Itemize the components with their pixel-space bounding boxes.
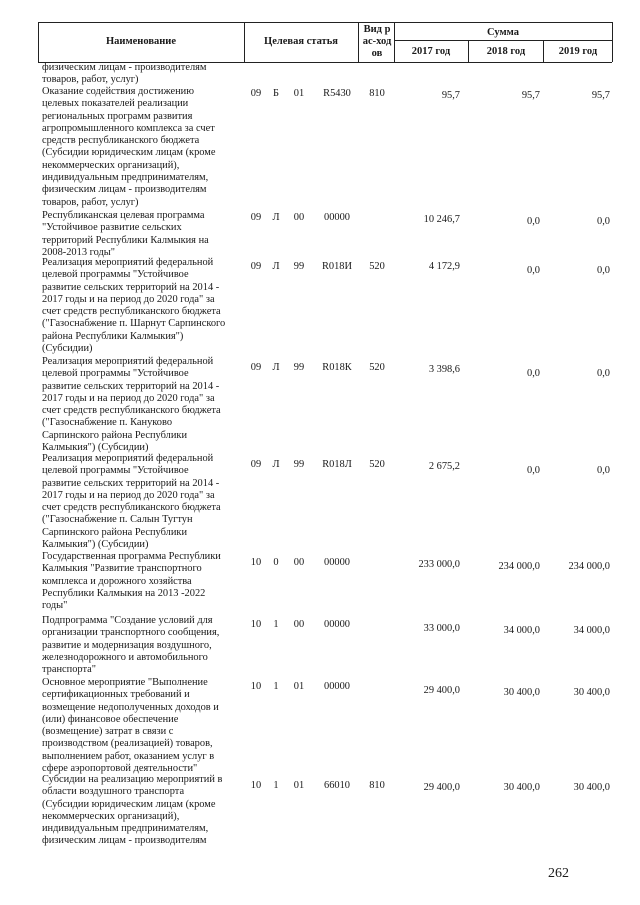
- row-program: 10: [250, 619, 262, 630]
- header-divider-2018: [543, 40, 544, 62]
- page-number: 262: [548, 866, 569, 881]
- header-year-2018: 2018 год: [486, 46, 526, 57]
- row-sum-2018: 95,7: [521, 90, 540, 101]
- row-activity: 99: [293, 459, 305, 470]
- row-subprogram: Л: [272, 362, 280, 373]
- header-name: Наименование: [106, 36, 176, 47]
- row-activity: 01: [293, 780, 305, 791]
- row-subprogram: 1: [273, 619, 279, 630]
- row-program: 10: [250, 557, 262, 568]
- row-subprogram: Л: [272, 459, 280, 470]
- header-expense-type: Вид рас-ходов: [362, 24, 392, 59]
- row-activity: 01: [293, 681, 305, 692]
- row-name: Основное мероприятие "Выполнение сертификационных требований и возмещение недополученных доходов и (или) финансовое обеспечение (возмещение) затрат в связи с производством (реализацией) товаров, выполнением работ, оказанием услуг в сфере аэропортовой деятельности": [42, 677, 219, 775]
- row-subprogram: 0: [273, 557, 279, 568]
- row-activity: 00: [293, 619, 305, 630]
- row-sum-2017: 10 246,7: [423, 214, 460, 225]
- row-name: Реализация мероприятий федеральной целевой программы "Устойчивое развитие сельских территорий на 2014 - 2017 годы и на период до 2020 года" за счет средств республиканского бюджета ("Газоснабжение п. Кануково Сарпинского района Республики Калмыкия") (Субсидии): [42, 356, 221, 454]
- row-sum-2019: 30 400,0: [573, 782, 610, 793]
- row-activity: 99: [293, 362, 305, 373]
- header-year-2019: 2019 год: [558, 46, 598, 57]
- row-sum-2018: 30 400,0: [503, 687, 540, 698]
- header-top-border: [38, 22, 612, 23]
- row-activity: 00: [293, 557, 305, 568]
- row-expense-type: 520: [369, 261, 385, 272]
- row-sum-2017: 3 398,6: [428, 364, 460, 375]
- row-expense-type: 520: [369, 362, 385, 373]
- row-activity: 00: [293, 212, 305, 223]
- row-name: Реализация мероприятий федеральной целевой программы "Устойчивое развитие сельских территорий на 2014 - 2017 годы и на период до 2020 года" за счет средств республиканского бюджета ("Газоснабжение п. Шарнут Сарпинского района Республики Калмыкия") (Субсидии): [42, 257, 226, 355]
- row-name: Оказание содействия достижению целевых показателей реализации региональных программ развития агропромышленного комплекса за счет средств республиканского бюджета (Субсидии юридическим лицам (кроме некоммерческих организаций), индивидуальным предпринимателям, физическим лицам - производителям товаров, работ, услуг): [42, 86, 216, 208]
- header-right-border: [612, 22, 613, 62]
- carryover-text: физическим лицам - производителям товаров, работ, услуг): [42, 62, 207, 86]
- row-name: Государственная программа Республики Калмыкия "Развитие транспортного комплекса и дорожного хозяйства Республики Калмыкия на 2013 -2022 годы": [42, 551, 221, 612]
- row-sum-2018: 0,0: [527, 368, 540, 379]
- row-subprogram: Л: [272, 212, 280, 223]
- row-expense-type: 810: [369, 88, 385, 99]
- row-direction: 00000: [324, 619, 350, 630]
- row-name: Подпрограмма "Создание условий для организации транспортного сообщения, развитие и модернизация воздушного, железнодорожного и автомобильного транспорта": [42, 615, 220, 676]
- row-direction: R018И: [321, 261, 353, 272]
- row-name: Субсидии на реализацию мероприятий в области воздушного транспорта (Субсидии юридическим лицам (кроме некоммерческих организаций), индивидуальным предпринимателям, физическим лицам - производителям: [42, 774, 223, 847]
- row-sum-2017: 29 400,0: [423, 685, 460, 696]
- header-target-article: Целевая статья: [264, 36, 338, 47]
- row-activity: 99: [293, 261, 305, 272]
- row-direction: R018Л: [322, 459, 352, 470]
- header-divider-2017: [468, 40, 469, 62]
- row-sum-2017: 33 000,0: [423, 623, 460, 634]
- row-sum-2018: 0,0: [527, 465, 540, 476]
- row-program: 09: [250, 212, 262, 223]
- row-sum-2018: 0,0: [527, 216, 540, 227]
- row-direction: 00000: [324, 681, 350, 692]
- row-sum-2019: 0,0: [597, 368, 610, 379]
- row-program: 09: [250, 88, 262, 99]
- row-sum-2019: 234 000,0: [568, 561, 610, 572]
- row-sum-2017: 2 675,2: [428, 461, 460, 472]
- row-sum-2019: 0,0: [597, 465, 610, 476]
- sum-subheader-border: [394, 40, 612, 41]
- row-program: 10: [250, 681, 262, 692]
- row-sum-2019: 95,7: [591, 90, 610, 101]
- row-sum-2019: 34 000,0: [573, 625, 610, 636]
- header-year-2017: 2017 год: [411, 46, 451, 57]
- row-sum-2019: 0,0: [597, 265, 610, 276]
- row-direction: 00000: [324, 557, 350, 568]
- row-name: Реализация мероприятий федеральной целевой программы "Устойчивое развитие сельских территорий на 2014 - 2017 годы и на период до 2020 года" за счет средств республиканского бюджета ("Газоснабжение п. Салын Тугтун Сарпинского района Республики Калмыкия") (Субсидии): [42, 453, 221, 551]
- header-left-border: [38, 22, 39, 62]
- row-expense-type: 810: [369, 780, 385, 791]
- row-subprogram: Л: [272, 261, 280, 272]
- row-sum-2018: 30 400,0: [503, 782, 540, 793]
- row-sum-2019: 0,0: [597, 216, 610, 227]
- row-sum-2017: 95,7: [441, 90, 460, 101]
- row-program: 09: [250, 261, 262, 272]
- header-sum: Сумма: [487, 27, 519, 38]
- row-program: 09: [250, 362, 262, 373]
- row-sum-2017: 4 172,9: [428, 261, 460, 272]
- row-sum-2019: 30 400,0: [573, 687, 610, 698]
- row-program: 09: [250, 459, 262, 470]
- row-subprogram: 1: [273, 681, 279, 692]
- row-direction: 00000: [324, 212, 350, 223]
- row-sum-2018: 234 000,0: [498, 561, 540, 572]
- row-name: Республиканская целевая программа "Устойчивое развитие сельских территорий Республики Калмыкия на 2008-2013 годы": [42, 210, 209, 258]
- row-direction: 66010: [324, 780, 350, 791]
- row-program: 10: [250, 780, 262, 791]
- row-activity: 01: [293, 88, 305, 99]
- row-subprogram: Б: [273, 88, 279, 99]
- row-subprogram: 1: [273, 780, 279, 791]
- row-sum-2017: 29 400,0: [423, 782, 460, 793]
- header-divider-name: [244, 22, 245, 62]
- header-divider-vid: [394, 22, 395, 62]
- row-direction: R5430: [323, 88, 351, 99]
- row-direction: R018К: [322, 362, 352, 373]
- header-divider-article: [358, 22, 359, 62]
- row-expense-type: 520: [369, 459, 385, 470]
- row-sum-2017: 233 000,0: [418, 559, 460, 570]
- row-sum-2018: 34 000,0: [503, 625, 540, 636]
- row-sum-2018: 0,0: [527, 265, 540, 276]
